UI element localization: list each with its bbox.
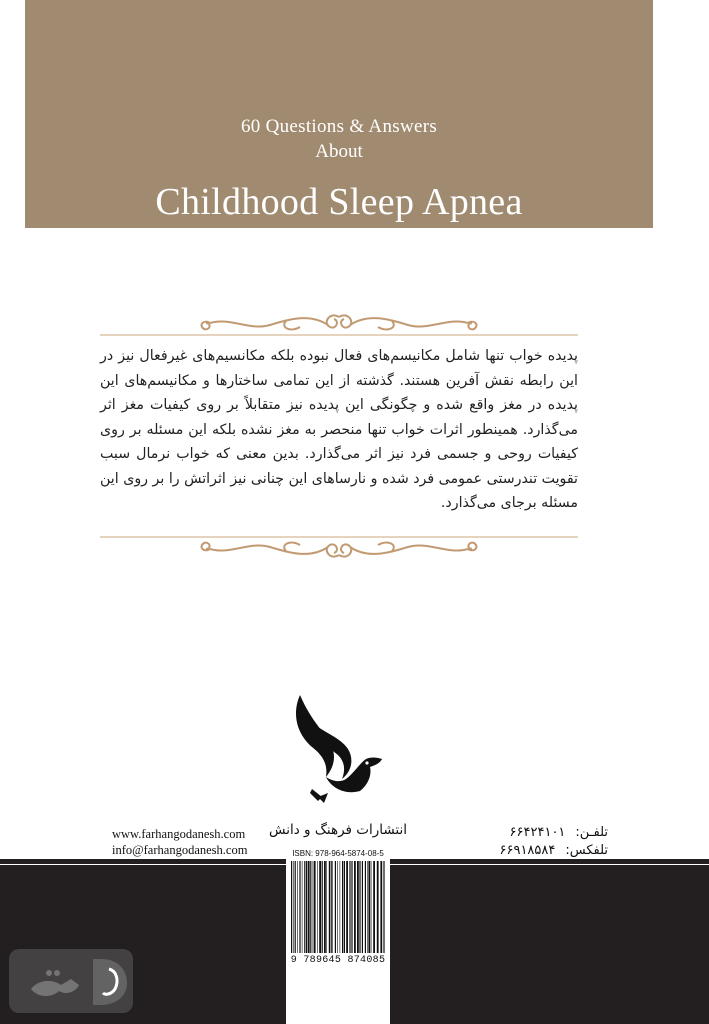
publisher-name: انتشارات فرهنگ و دانش: [268, 822, 408, 838]
fax-number: ۶۶۹۱۸۵۸۴: [499, 843, 556, 858]
barcode-panel: [286, 847, 390, 1024]
barcode-bar: [354, 861, 356, 953]
barcode-bar: [291, 861, 292, 953]
email-link[interactable]: info@farhangodanesh.com: [112, 843, 248, 857]
book-title: Childhood Sleep Apnea: [155, 181, 523, 223]
barcode-bar: [295, 861, 296, 953]
barcode-bar: [332, 861, 333, 953]
barcode-bar: [346, 861, 348, 953]
barcode-bar: [344, 861, 345, 953]
barcode-bar: [373, 861, 375, 953]
barcode-bar: [319, 861, 321, 953]
ornament-bottom-icon: [100, 527, 578, 563]
barcode-bar: [326, 861, 327, 953]
barcode-bar: [368, 861, 370, 953]
barcode-bar: [340, 861, 341, 953]
isbn-label: ISBN: 978-964-5874-08-5: [292, 849, 384, 858]
phone-number: ۶۶۴۲۴۱۰۱: [509, 825, 566, 840]
ornament-top-icon: [100, 309, 578, 345]
barcode-bar: [337, 861, 338, 953]
barcode-bar: [352, 861, 353, 953]
barcode-bar: [367, 861, 368, 953]
title-banner: [25, 0, 653, 228]
barcode-bar: [314, 861, 316, 953]
contact-web: [112, 826, 247, 858]
barcode-bar: [371, 861, 372, 953]
barcode-bar: [308, 861, 310, 953]
barcode-bar: [324, 861, 326, 953]
phone-label: تلفـن:: [575, 825, 608, 840]
barcode-bar: [365, 861, 366, 953]
barcode-bar: [377, 861, 379, 953]
subtitle-line-1: 60 Questions & Answers: [240, 116, 438, 137]
barcode-bar: [357, 861, 359, 953]
ketab-watermark-icon: [9, 949, 133, 1013]
barcode-icon: [291, 861, 385, 953]
barcode-bar: [304, 861, 305, 953]
barcode-bar: [297, 861, 298, 953]
barcode-bar: [299, 861, 300, 953]
description-paragraph: پدیده خواب تنها شامل مکانیسم‌های فعال نبوده بلکه مکانسیم‌های غیرفعال نیز در این رابطه نقش آفرین هستند. گذشته از این تمامی ساختارها و مکانیسم‌های این پدیده در مغز واقع شده و چگونگی این پدیده نیز متقابلاً بر روی کیفیات مغز اثر می‌گذارد. همینطور اثرات خواب تنها منحصر به مغز نشده بلکه این مسئله بر روی کیفیات روحی و جسمی فرد نیز اثر می‌گذارد. بدین معنی که خواب نرمال سبب تقویت تندرستی عمومی فرد شده و نارساهای این چنانی نیز اثراتش را بر روی این مسئله برجای می‌گذارد.: [100, 348, 578, 511]
barcode-bar: [293, 861, 294, 953]
barcode-bar: [306, 861, 307, 953]
barcode-bar: [383, 861, 384, 953]
barcode-bar: [331, 861, 332, 953]
barcode-bar: [302, 861, 303, 953]
subtitle-line-2: About: [315, 141, 363, 162]
barcode-bar: [362, 861, 363, 953]
barcode-bar: [342, 861, 343, 953]
fax-label: تلفکس:: [565, 843, 608, 858]
barcode-bar: [322, 861, 323, 953]
barcode-bar: [335, 861, 336, 953]
website-link[interactable]: www.farhangodanesh.com: [112, 827, 246, 841]
barcode-bar: [380, 861, 382, 953]
isbn-digits: 9 789645 874085: [290, 955, 386, 966]
barcode-bar: [317, 861, 318, 953]
barcode-bar: [349, 861, 350, 953]
barcode-bar: [329, 861, 330, 953]
contact-phones: [436, 824, 608, 860]
barcode-bar: [359, 861, 360, 953]
barcode-bar: [310, 861, 311, 953]
barcode-bar: [313, 861, 314, 953]
bird-pen-logo-icon: [288, 693, 384, 811]
barcode-bar: [350, 861, 351, 953]
